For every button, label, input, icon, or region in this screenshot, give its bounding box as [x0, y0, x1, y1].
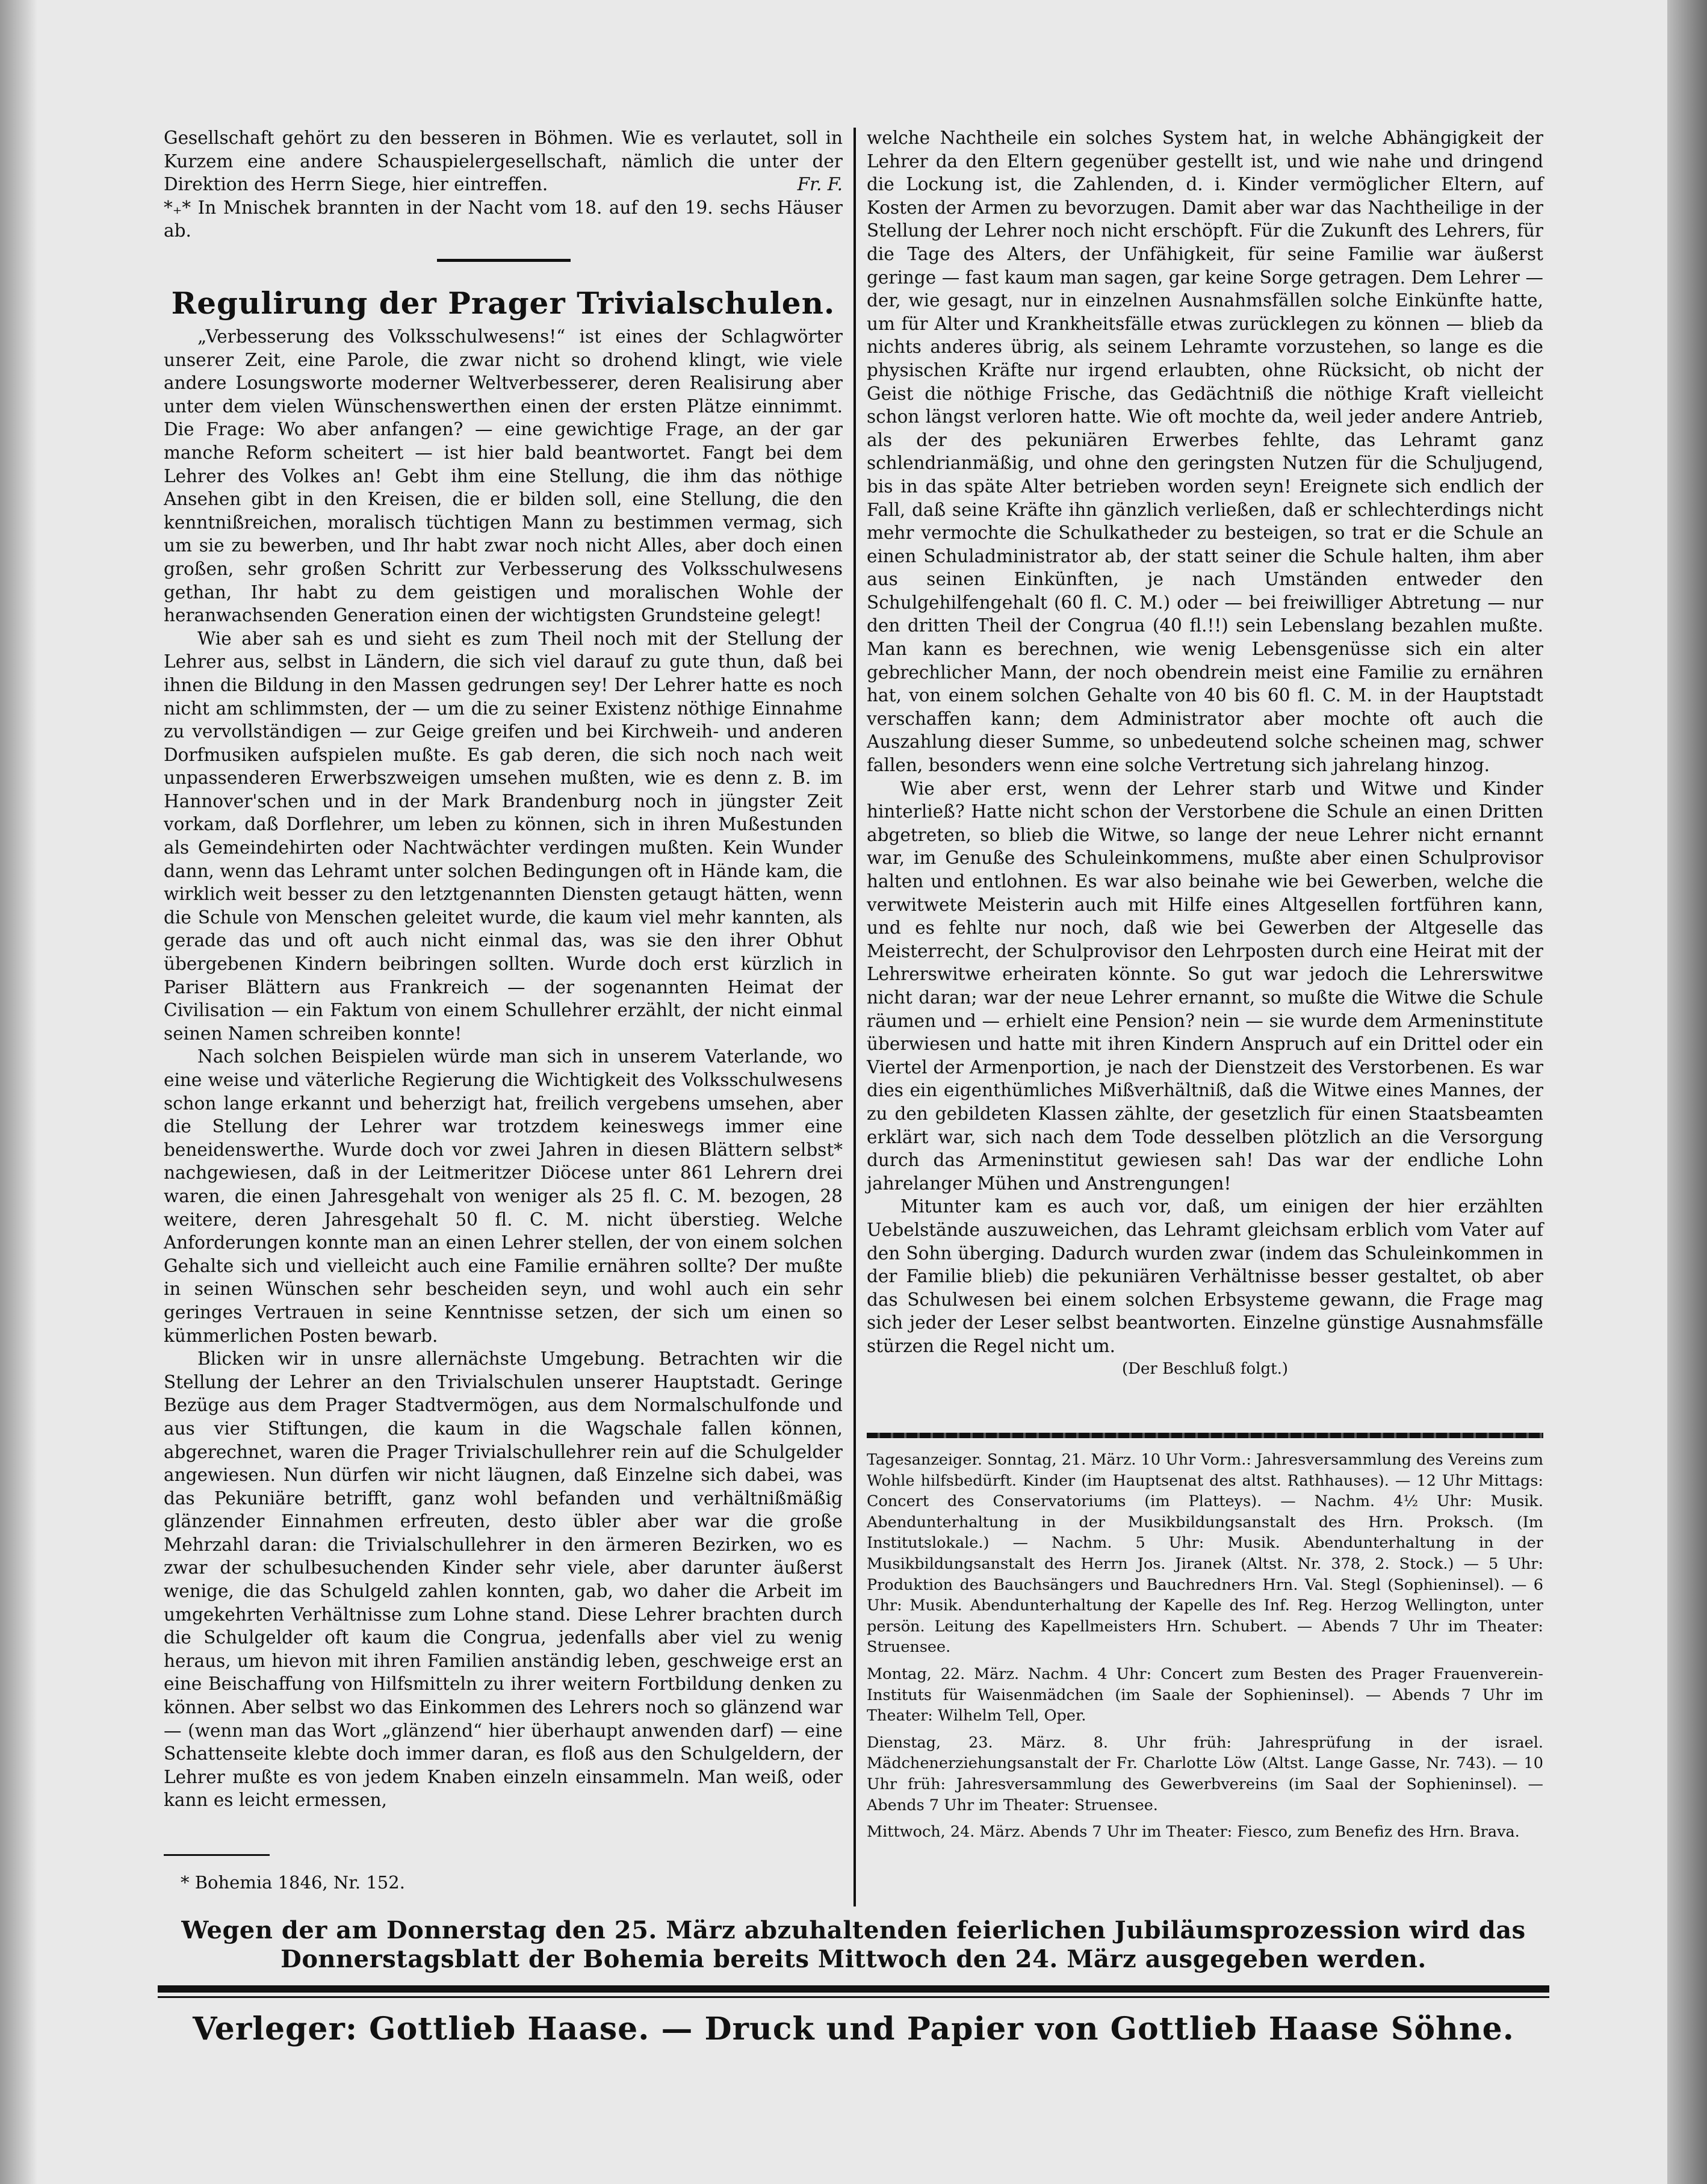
article-continuation-3: Mitunter kam es auch vor, daß, um einigen der hier erzählten Uebelstände auszuweichen, das Lehramt gleichsam erblich vom Vater auf den Sohn überging. Dadurch wurden zwar (indem das Schuleinkommen in der Familie blieb) die pekuniären Verhältnisse besser gestaltet, ob aber das Schulwesen bei einem solchen Erbsysteme gewann, die Frage mag sich jeder der Leser selbst beantworten. Einzelne günstige Ausnahmsfälle stürzen die Regel nicht um. — [867, 1196, 1543, 1356]
footnote-rule — [164, 1854, 270, 1856]
column-divider — [854, 128, 856, 1906]
calendar-tuesday: Dienstag, 23. März. 8. Uhr früh: Jahresprüfung in der israel. Mädchenerziehungsanstalt der Fr. Charlotte Löw (Altst. Lange Gasse, Nr. 743). — 10 Uhr früh: Jahresversammlung des Gewerbvereins (im Saal der Sophieninsel). — Abends 7 Uhr im Theater: Struensee. — [867, 1733, 1543, 1814]
calendar-wednesday: Mittwoch, 24. März. Abends 7 Uhr im Theater: Fiesco, zum Benefiz des Hrn. Brava. — [867, 1823, 1520, 1841]
right-article-column — [867, 126, 1543, 1381]
continuation-note: (Der Beschluß folgt.) — [1122, 1360, 1288, 1379]
section-divider — [437, 259, 571, 262]
article-paragraph-4: Blicken wir in unsre allernächste Umgebung. Betrachten wir die Stellung der Lehrer an den Trivialschulen unserer Hauptstadt. Geringe Bezüge aus dem Prager Stadtvermögen, aus dem Normalschulfonde und aus vier Stiftungen, die kaum in die Wagschale fallen können, abgerechnet, waren die Prager Trivialschullehrer rein auf die Schulgelder angewiesen. Nun dürfen wir nicht läugnen, daß Einzelne sich dabei, was das Pekuniäre betrifft, ganz wohl befanden und verhältnißmäßig glänzender Einnahmen erfreuten, desto übler aber war die große Mehrzahl daran: die Trivialschullehrer in den ärmeren Bezirken, wo es zwar der schulbesuchenden Kinder sehr viele, aber darunter äußerst wenige, die das Schulgeld zahlen konnten, gab, wo daher die Arbeit im umgekehrten Verhältnisse zum Lohne stand. Diese Lehrer brachten durch die Schulgelder oft kaum die Congrua, jedenfalls aber viel zu wenig heraus, um hievon mit ihren Familien anständig leben, geschweige erst an eine Beischaffung von Hilfsmitteln zu ihrer weitern Fortbildung denken zu können. Aber selbst wo das Einkommen des Lehrers noch so glänzend war — (wenn man das Wort „glänzend“ hier überhaupt anwenden darf) — eine Schattenseite klebte doch immer daran, es floß aus den Schulgeldern, der Lehrer mußte es von jedem Knaben einzeln einsammeln. Man weiß, oder kann es leicht ermessen, — [164, 1348, 843, 1811]
page-edge-left — [0, 0, 37, 2184]
article-paragraph-1: „Verbesserung des Volksschulwesens!“ ist eines der Schlagwörter unserer Zeit, eine Parole, die zwar nicht so drohend klingt, wie viele andere Losungsworte moderner Weltverbesserer, deren Realisirung aber unter dem vielen Wünschenswerthen einen der ersten Plätze einnimmt. Die Frage: Wo aber anfangen? — eine gewichtige Frage, an der gar manche Reform scheitert — ist hier bald beantwortet. Fangt bei dem Lehrer des Volkes an! Gebt ihm eine Stellung, die ihm das nöthige Ansehen gibt in den Kreisen, die er bilden soll, eine Stellung, die den kenntnißreichen, moralisch tüchtigen Mann zu bestimmen vermag, sich um sie zu bewerben, und Ihr habt zwar noch nicht Alles, aber doch einen großen, sehr großen Schritt zur Verbesserung des Volksschulwesens gethan, Ihr habt zu dem geistigen und moralischen Wohle der heranwachsenden Generation einen der wichtigsten Grundsteine gelegt! — [164, 326, 843, 626]
calendar-divider — [867, 1433, 1543, 1438]
news-item-mnischek: *₊* In Mnischek brannten in der Nacht vom 18. auf den 19. sechs Häuser ab. — [164, 197, 843, 241]
footnote: * Bohemia 1846, Nr. 152. — [181, 1872, 405, 1893]
footer-rule-thick — [158, 1985, 1549, 1993]
article-continuation-2: Wie aber erst, wenn der Lehrer starb und Witwe und Kinder hinterließ? Hatte nicht schon der Verstorbene die Schule an einen Dritten abgetreten, so blieb die Witwe, so lange der neue Lehrer nicht ernannt war, im Genuße des Schuleinkommens, mußte aber einen Schulprovisor halten und entlohnen. Es war also beinahe wie bei Gewerben, welche die verwitwete Meisterin auch mit Hilfe eines Altgesellen fortführen kann, und es fehlte nur noch, daß wie bei Gewerben der Altgeselle das Meisterrecht, der Schulprovisor den Lehrposten durch eine Heirat mit der Lehrerswitwe erheiraten könnte. So gut war jedoch die Lehrerswitwe nicht daran; war der neue Lehrer ernannt, so mußte die Witwe die Schule räumen und — erhielt eine Pension? nein — sie wurde dem Armeninstitute überwiesen und hatte mit ihren Kindern Anspruch auf ein Drittel oder ein Viertel der Armenportion, je nach der Dienstzeit des Verstorbenen. Es war dies ein eigenthümliches Mißverhältniß, daß die Witwe eines Mannes, der zu den gebildeten Klassen zählte, der gesetzlich für einen Staatsbeamten erklärt war, sich nach dem Tode desselben plötzlich an die Versorgung durch das Armeninstitut gewiesen sah! Das war der endliche Lohn jahrelanger Mühen und Anstrengungen! — [867, 778, 1543, 1194]
calendar-monday: Montag, 22. März. Nachm. 4 Uhr: Concert zum Besten des Prager Frauenverein-Instituts für Waisenmädchen (im Saale der Sophieninsel). — Abends 7 Uhr im Theater: Wilhelm Tell, Oper. — [867, 1664, 1543, 1725]
article-continuation-1: welche Nachtheile ein solches System hat, in welche Abhängigkeit der Lehrer da den Eltern gegenüber gestellt ist, und wie nahe und dringend die Lockung ist, die Zahlenden, d. i. Kinder vermöglicher Eltern, auf Kosten der Armen zu bevorzugen. Damit aber war das Nachtheilige in der Stellung der Lehrer noch nicht erschöpft. Für die Zukunft des Lehrers, für die Tage des Alters, der Unfähigkeit, für seine Familie war äußerst geringe — fast kaum man sagen, gar keine Sorge getragen. Dem Lehrer — der, wie gesagt, nur in einzelnen Ausnahmsfällen solche Einkünfte hatte, um für Alter und Krankheitsfälle etwas zurücklegen zu können — blieb da nichts anderes übrig, als seinem Lehramte vorzustehen, so lange es die physischen Kräfte nur irgend erlaubten, ohne Rücksicht, ob nicht der Geist die nöthige Frische, das Gedächtniß die nöthige Kraft vielleicht schon längst verloren hatte. Wie oft mochte da, weil jeder andere Antrieb, als der des pekuniären Erwerbes fehlte, das Lehramt ganz schlendrianmäßig, und ohne den geringsten Nutzen für die Schuljugend, bis in das späte Alter betrieben worden seyn! Ereignete sich endlich der Fall, daß seine Kräfte ihn gänzlich verließen, daß er schlechterdings nicht mehr vermochte die Schulkatheder zu besteigen, so trat er die Schule an einen Schuladministrator ab, der statt seiner die Schule halten, ihm aber aus seinen Einkünften, je nach Umständen entweder den Schulgehilfengehalt (60 fl. C. M.) oder — bei freiwilliger Abtretung — nur den dritten Theil der Congrua (40 fl.!!) sein Lebenslang bezahlen mußte. Man kann es berechnen, wie wenig Lebensgenüsse sich ein alter gebrechlicher Mann, der noch obendrein meist eine Familie zu ernähren hat, von einem solchen Gehalte von 40 bis 60 fl. C. M. in der Hauptstadt verschaffen kann; dem Administrator aber mochte oft auch die Auszahlung dieser Summe, so unbedeutend solche scheinen mag, schwer fallen, besonders wenn eine solche Vertretung sich jahrelang hinzog. — [867, 128, 1543, 776]
calendar-sunday: Tagesanzeiger. Sonntag, 21. März. 10 Uhr Vorm.: Jahresversammlung des Vereins zum Wohle hilfsbedürft. Kinder (im Hauptsenat des altst. Rathhauses). — 12 Uhr Mittags: Concert des Conservatoriums (im Platteys). — Nachm. 4½ Uhr: Musik. Abendunterhaltung in der Musikbildungsanstalt des Hrn. Proksch. (Im Institutslokale.) — Nachm. 5 Uhr: Musik. Abendunterhaltung in der Musikbildungsanstalt des Herrn Jos. Jiranek (Altst. Nr. 378, 2. Stock.) — 5 Uhr: Produktion des Bauchsängers und Bauchredners Hrn. Val. Stegl (Sophieninsel). — 6 Uhr: Musik. Abendunterhaltung der Kapelle des Inf. Reg. Herzog Wellington, unter persön. Leitung des Kapellmeisters Hrn. Schubert. — Abends 7 Uhr im Theater: Struensee. — [867, 1451, 1543, 1657]
article-heading: Regulirung der Prager Trivialschulen. — [171, 285, 835, 321]
publisher-line: Verleger: Gottlieb Haase. — Druck und Papier von Gottlieb Haase Söhne. — [193, 2011, 1514, 2047]
article-paragraph-3: Nach solchen Beispielen würde man sich in unserem Vaterlande, wo eine weise und väterliche Regierung die Wichtigkeit des Volksschulwesens schon lange erkannt und beherzigt hat, freilich vergebens umsehen, aber die Stellung der Lehrer war trotzdem keineswegs immer eine beneidenswerthe. Wurde doch vor zwei Jahren in diesen Blättern selbst* nachgewiesen, daß in der Leitmeritzer Diöcese unter 861 Lehrern drei waren, die einen Jahresgehalt von weniger als 25 fl. C. M. bezogen, 28 weitere, deren Jahresgehalt 50 fl. C. M. nicht überstieg. Welche Anforderungen konnte man an einen Lehrer stellen, der von einem solchen Gehalte sich und vielleicht auch eine Familie ernähren sollte? Der mußte in seinen Wünschen sehr bescheiden seyn, und wohl auch ein sehr geringes Vertrauen in seine Kenntnisse setzen, der sich um einen so kümmerlichen Posten bewarb. — [164, 1046, 843, 1346]
announcement: Wegen der am Donnerstag den 25. März abzuhaltenden feierlichen Jubiläumsprozession wird das Donnerstagsblatt der Bohemia bereits Mittwoch den 24. März ausgegeben werden. — [181, 1916, 1526, 1973]
footer-rule-thin — [158, 1996, 1549, 1998]
article-paragraph-2: Wie aber sah es und sieht es zum Theil noch mit der Stellung der Lehrer aus, selbst in Ländern, die sich viel darauf zu gute thun, daß bei ihnen die Bildung in den Massen gedrungen sey! Der Lehrer hatte es noch nicht am schlimmsten, der — um die zu seiner Existenz nöthige Einnahme zu vervollständigen — zur Geige greifen und bei Kirchweih- und anderen Dorfmusiken aufspielen mußte. Es gab deren, die sich noch nach weit unpassenderen Erwerbszweigen umsehen mußten, wie es denn z. B. im Hannover'schen und in der Mark Brandenburg noch in jüngster Zeit vorkam, daß Dorflehrer, um leben zu können, sich in ihren Mußestunden als Gemeindehirten oder Nachtwächter verdingen mußten. Kein Wunder dann, wenn das Lehramt unter solchen Bedingungen oft in Hände kam, die wirklich weit besser zu den letztgenannten Diensten getaugt hätten, wenn die Schule von Menschen geleitet wurde, die kaum viel mehr kannten, als gerade das und oft auch nicht einmal das, was sie den ihrer Obhut übergebenen Kindern beibringen sollten. Wurde doch erst kürzlich in Pariser Blättern aus Frankreich — der sogenannten Heimat der Civilisation — ein Faktum von einem Schullehrer erzählt, der nicht einmal seinen Namen schreiben konnte! — [164, 628, 843, 1044]
intro-text: Gesellschaft gehört zu den besseren in Böhmen. Wie es verlautet, soll in Kurzem eine andere Schauspielergesellschaft, nämlich die unter der Direktion des Herrn Siege, hier eintreffen. — [164, 128, 843, 195]
left-intro-block — [164, 126, 843, 243]
intro-signature: Fr. F. — [797, 174, 843, 195]
left-article-column — [164, 325, 843, 1812]
page-edge-right — [1667, 0, 1707, 2184]
daily-calendar — [867, 1450, 1543, 1849]
